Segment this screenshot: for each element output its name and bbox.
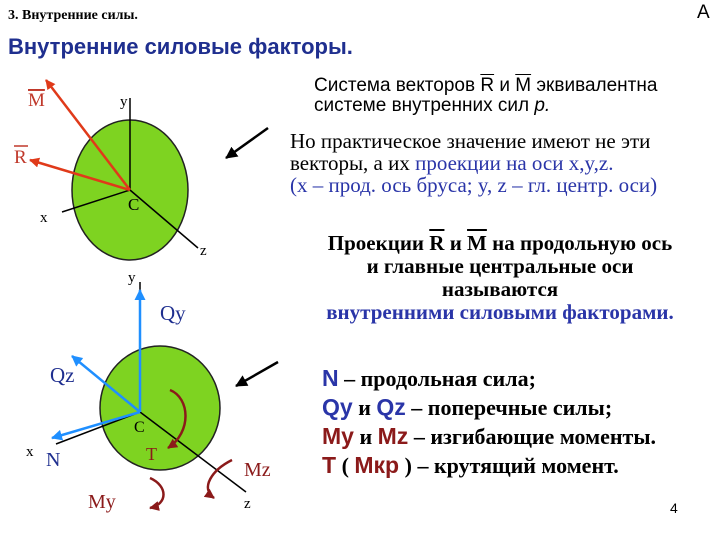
corner-letter: A bbox=[697, 2, 710, 23]
factor-Q: Qy и Qz – поперечные силы; bbox=[322, 394, 613, 420]
label-y-1: y bbox=[120, 94, 128, 110]
page-number: 4 bbox=[670, 500, 678, 516]
label-R: R bbox=[14, 147, 27, 168]
label-M: M bbox=[28, 90, 45, 111]
factor-list bbox=[322, 364, 656, 480]
paragraph-equivalence: Система векторов $\overline{R}$ и $\overline{M}$ эквивалентна системе внутренних сил p. bbox=[314, 75, 658, 116]
pointer-arrow-1 bbox=[226, 128, 268, 158]
factor-M: My и Mz – изгибающие моменты. bbox=[322, 423, 657, 449]
label-C-1: C bbox=[128, 195, 140, 214]
moment-My bbox=[150, 478, 164, 508]
label-Qy: Qy bbox=[160, 301, 186, 325]
label-x-2: x bbox=[26, 444, 34, 460]
paragraph-definition: Проекции $\overline{R}$ и $\overline{M}$ на продольную ось и главные центральные оси называются внутренними силовыми факторами. bbox=[326, 231, 674, 324]
section-title: 3. Внутренние силы. bbox=[8, 8, 138, 23]
paragraph-projections: Но практическое значение имеют не эти векторы, а их проекции на оси x,y,z. (х – прод. ось бруса; y, z – гл. центр. оси) bbox=[290, 129, 658, 197]
diagram-2 bbox=[26, 270, 271, 513]
label-z-1: z bbox=[200, 243, 207, 259]
factor-N: N – продольная сила; bbox=[322, 365, 536, 391]
label-T: T bbox=[146, 444, 157, 464]
factor-T: T ( Mкр ) – крутящий момент. bbox=[322, 452, 619, 478]
label-Mz: Mz bbox=[244, 459, 271, 481]
slide-title: Внутренние силовые факторы. bbox=[8, 34, 353, 59]
label-My: My bbox=[88, 491, 116, 513]
label-z-2: z bbox=[244, 496, 251, 512]
label-C-2: C bbox=[134, 419, 145, 436]
label-y-2: y bbox=[128, 270, 136, 286]
pointer-arrow-2 bbox=[236, 362, 278, 386]
label-x-1: x bbox=[40, 210, 48, 226]
label-Qz: Qz bbox=[50, 363, 75, 387]
diagram-1 bbox=[14, 80, 207, 260]
cross-section-2 bbox=[100, 346, 220, 470]
label-N: N bbox=[46, 449, 61, 471]
